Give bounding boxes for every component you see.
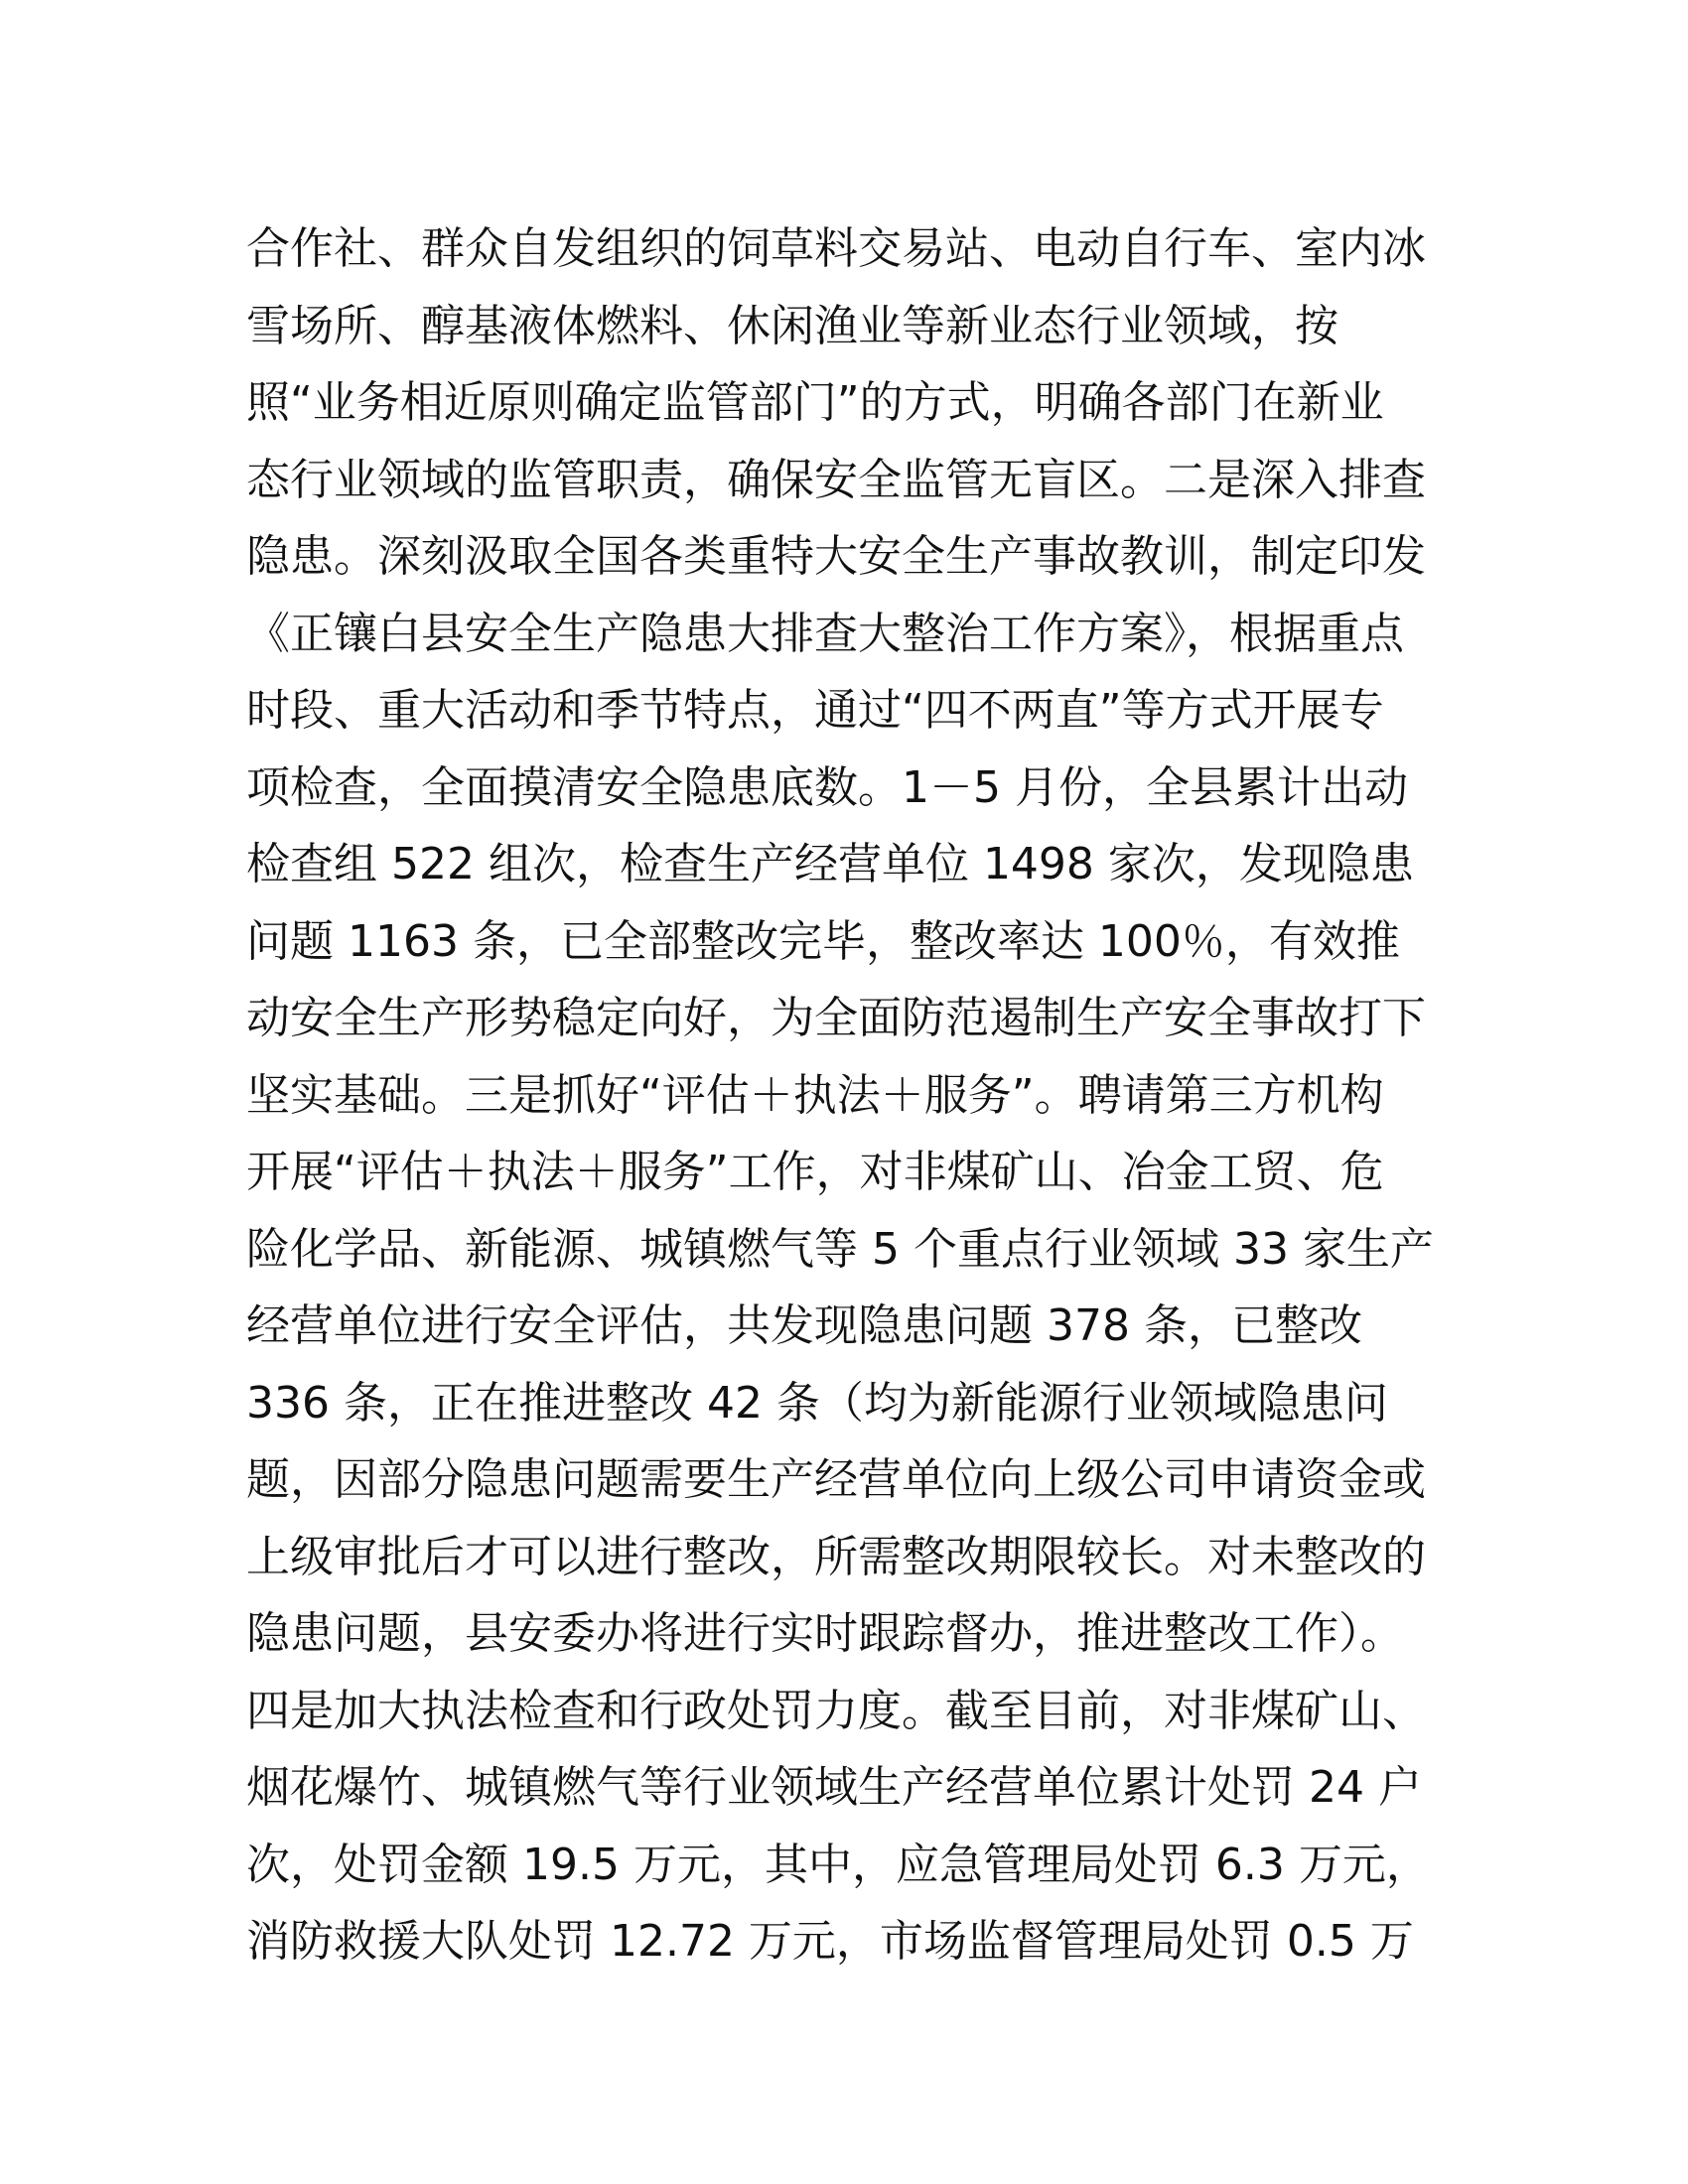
text-line: 雪场所、醇基液体燃料、休闲渔业等新业态行业领域，按 [246, 300, 1338, 351]
text-line: 检查组 522 组次，检查生产经营单位 1498 家次，发现隐患 [246, 839, 1414, 889]
text-line: 时段、重大活动和季节特点，通过“四不两直”等方式开展专 [246, 685, 1384, 736]
text-line: 态行业领域的监管职责，确保安全监管无盲区。二是深入排查 [246, 454, 1426, 505]
text-line: 次，处罚金额 19.5 万元，其中，应急管理局处罚 6.3 万元， [246, 1839, 1430, 1890]
text-line: 《正镶白县安全生产隐患大排查大整治工作方案》，根据重点 [246, 608, 1404, 659]
text-line: 四是加大执法检查和行政处罚力度。截至目前，对非煤矿山、 [246, 1685, 1426, 1736]
text-line: 坚实基础。三是抓好“评估＋执法＋服务”。聘请第三方机构 [246, 1069, 1384, 1121]
text-line: 险化学品、新能源、城镇燃气等 5 个重点行业领域 33 家生产 [246, 1223, 1434, 1275]
text-line: 问题 1163 条，已全部整改完毕，整改率达 100％，有效推 [246, 915, 1400, 967]
text-line: 经营单位进行安全评估，共发现隐患问题 378 条，已整改 [246, 1300, 1362, 1351]
body-text [246, 210, 1438, 1980]
text-line: 开展“评估＋执法＋服务”工作，对非煤矿山、冶金工贸、危 [246, 1147, 1384, 1197]
text-line: 烟花爆竹、城镇燃气等行业领域生产经营单位累计处罚 24 户 [246, 1762, 1422, 1813]
text-line: 隐患问题，县安委办将进行实时跟踪督办，推进整改工作）。 [246, 1608, 1404, 1659]
text-line: 题，因部分隐患问题需要生产经营单位向上级公司申请资金或 [246, 1454, 1426, 1505]
text-line: 消防救援大队处罚 12.72 万元，市场监督管理局处罚 0.5 万 [246, 1916, 1414, 1967]
text-line: 上级审批后才可以进行整改，所需整改期限较长。对未整改的 [246, 1531, 1426, 1582]
text-line: 项检查，全面摸清安全隐患底数。1－5 月份，全县累计出动 [246, 761, 1408, 813]
text-line: 动安全生产形势稳定向好，为全面防范遏制生产安全事故打下 [246, 993, 1426, 1043]
text-line: 照“业务相近原则确定监管部门”的方式，明确各部门在新业 [246, 377, 1384, 428]
text-line: 隐患。深刻汲取全国各类重特大安全生产事故教训，制定印发 [246, 531, 1426, 582]
text-line: 336 条，正在推进整改 42 条（均为新能源行业领域隐患问 [246, 1377, 1388, 1429]
text-line: 合作社、群众自发组织的饲草料交易站、电动自行车、室内冰 [246, 223, 1426, 274]
